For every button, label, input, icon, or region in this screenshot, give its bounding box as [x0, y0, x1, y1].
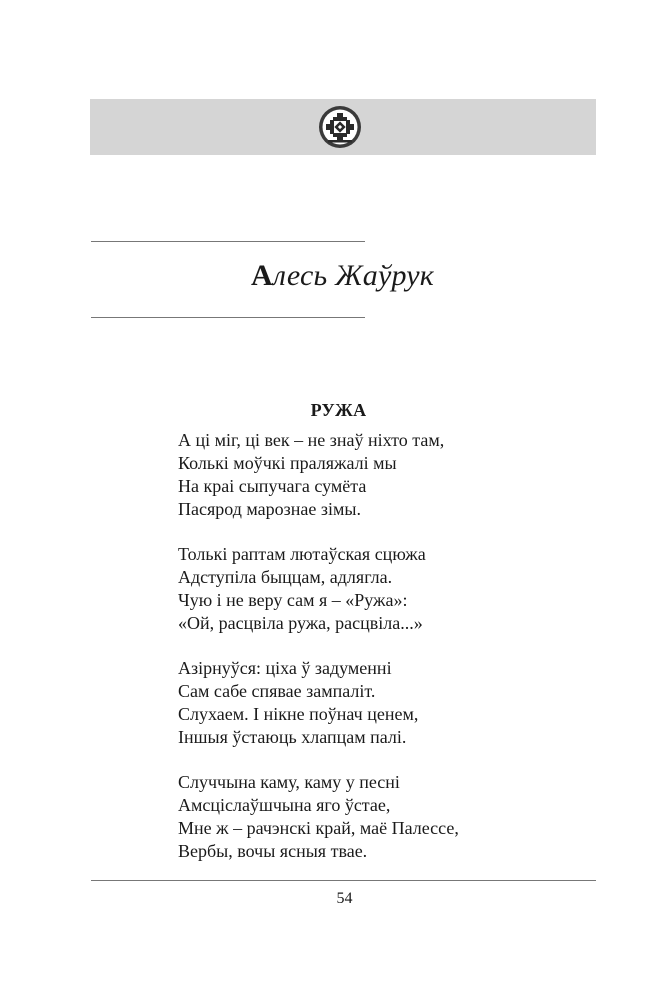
poem-title: РУЖА	[310, 400, 367, 420]
poem-line: Слухаем. І нікне поўнач ценем,	[178, 704, 419, 724]
stanza	[178, 429, 508, 521]
ornament-icon	[318, 105, 362, 149]
poem-line: Вербы, вочы ясныя твае.	[178, 841, 368, 861]
poem-line: Пасярод марознае зімы.	[178, 499, 361, 519]
author-name	[251, 258, 434, 294]
poem-line: Адступіла быццам, адлягла.	[178, 567, 393, 587]
poem-line: Амсціслаўшчына яго ўстае,	[178, 795, 391, 815]
poem-line: Случчына каму, каму у песні	[178, 772, 400, 792]
poem-line: Сам сабе спявае зампаліт.	[178, 681, 376, 701]
title-bottom-rule	[91, 317, 365, 318]
poem-line: Колькі моўчкі праляжалі мы	[178, 453, 397, 473]
author-name-rest: лесь Жаўрук	[272, 259, 435, 292]
stanza	[178, 657, 508, 749]
author-initial: А	[251, 259, 273, 292]
poem-line: Толькі раптам лютаўская сцюжа	[178, 544, 426, 564]
page-number: 54	[336, 890, 353, 907]
poem-body	[178, 429, 508, 885]
poem-line: Мне ж – рачэнскі край, маё Палессе,	[178, 818, 459, 838]
stanza	[178, 543, 508, 635]
poem-line: А ці міг, ці век – не знаў ніхто там,	[178, 430, 445, 450]
footer-rule	[91, 880, 596, 881]
title-top-rule	[91, 241, 365, 242]
poem-line: Азірнуўся: ціха ў задуменні	[178, 658, 392, 678]
poem-line: Чую і не веру сам я – «Ружа»:	[178, 590, 408, 610]
poem-line: «Ой, расцвіла ружа, расцвіла...»	[178, 613, 423, 633]
poem-line: Іншыя ўстаюць хлапцам палі.	[178, 727, 407, 747]
ornament-svg	[318, 105, 362, 149]
stanza	[178, 771, 508, 863]
poem-line: На краі сыпучага сумёта	[178, 476, 367, 496]
